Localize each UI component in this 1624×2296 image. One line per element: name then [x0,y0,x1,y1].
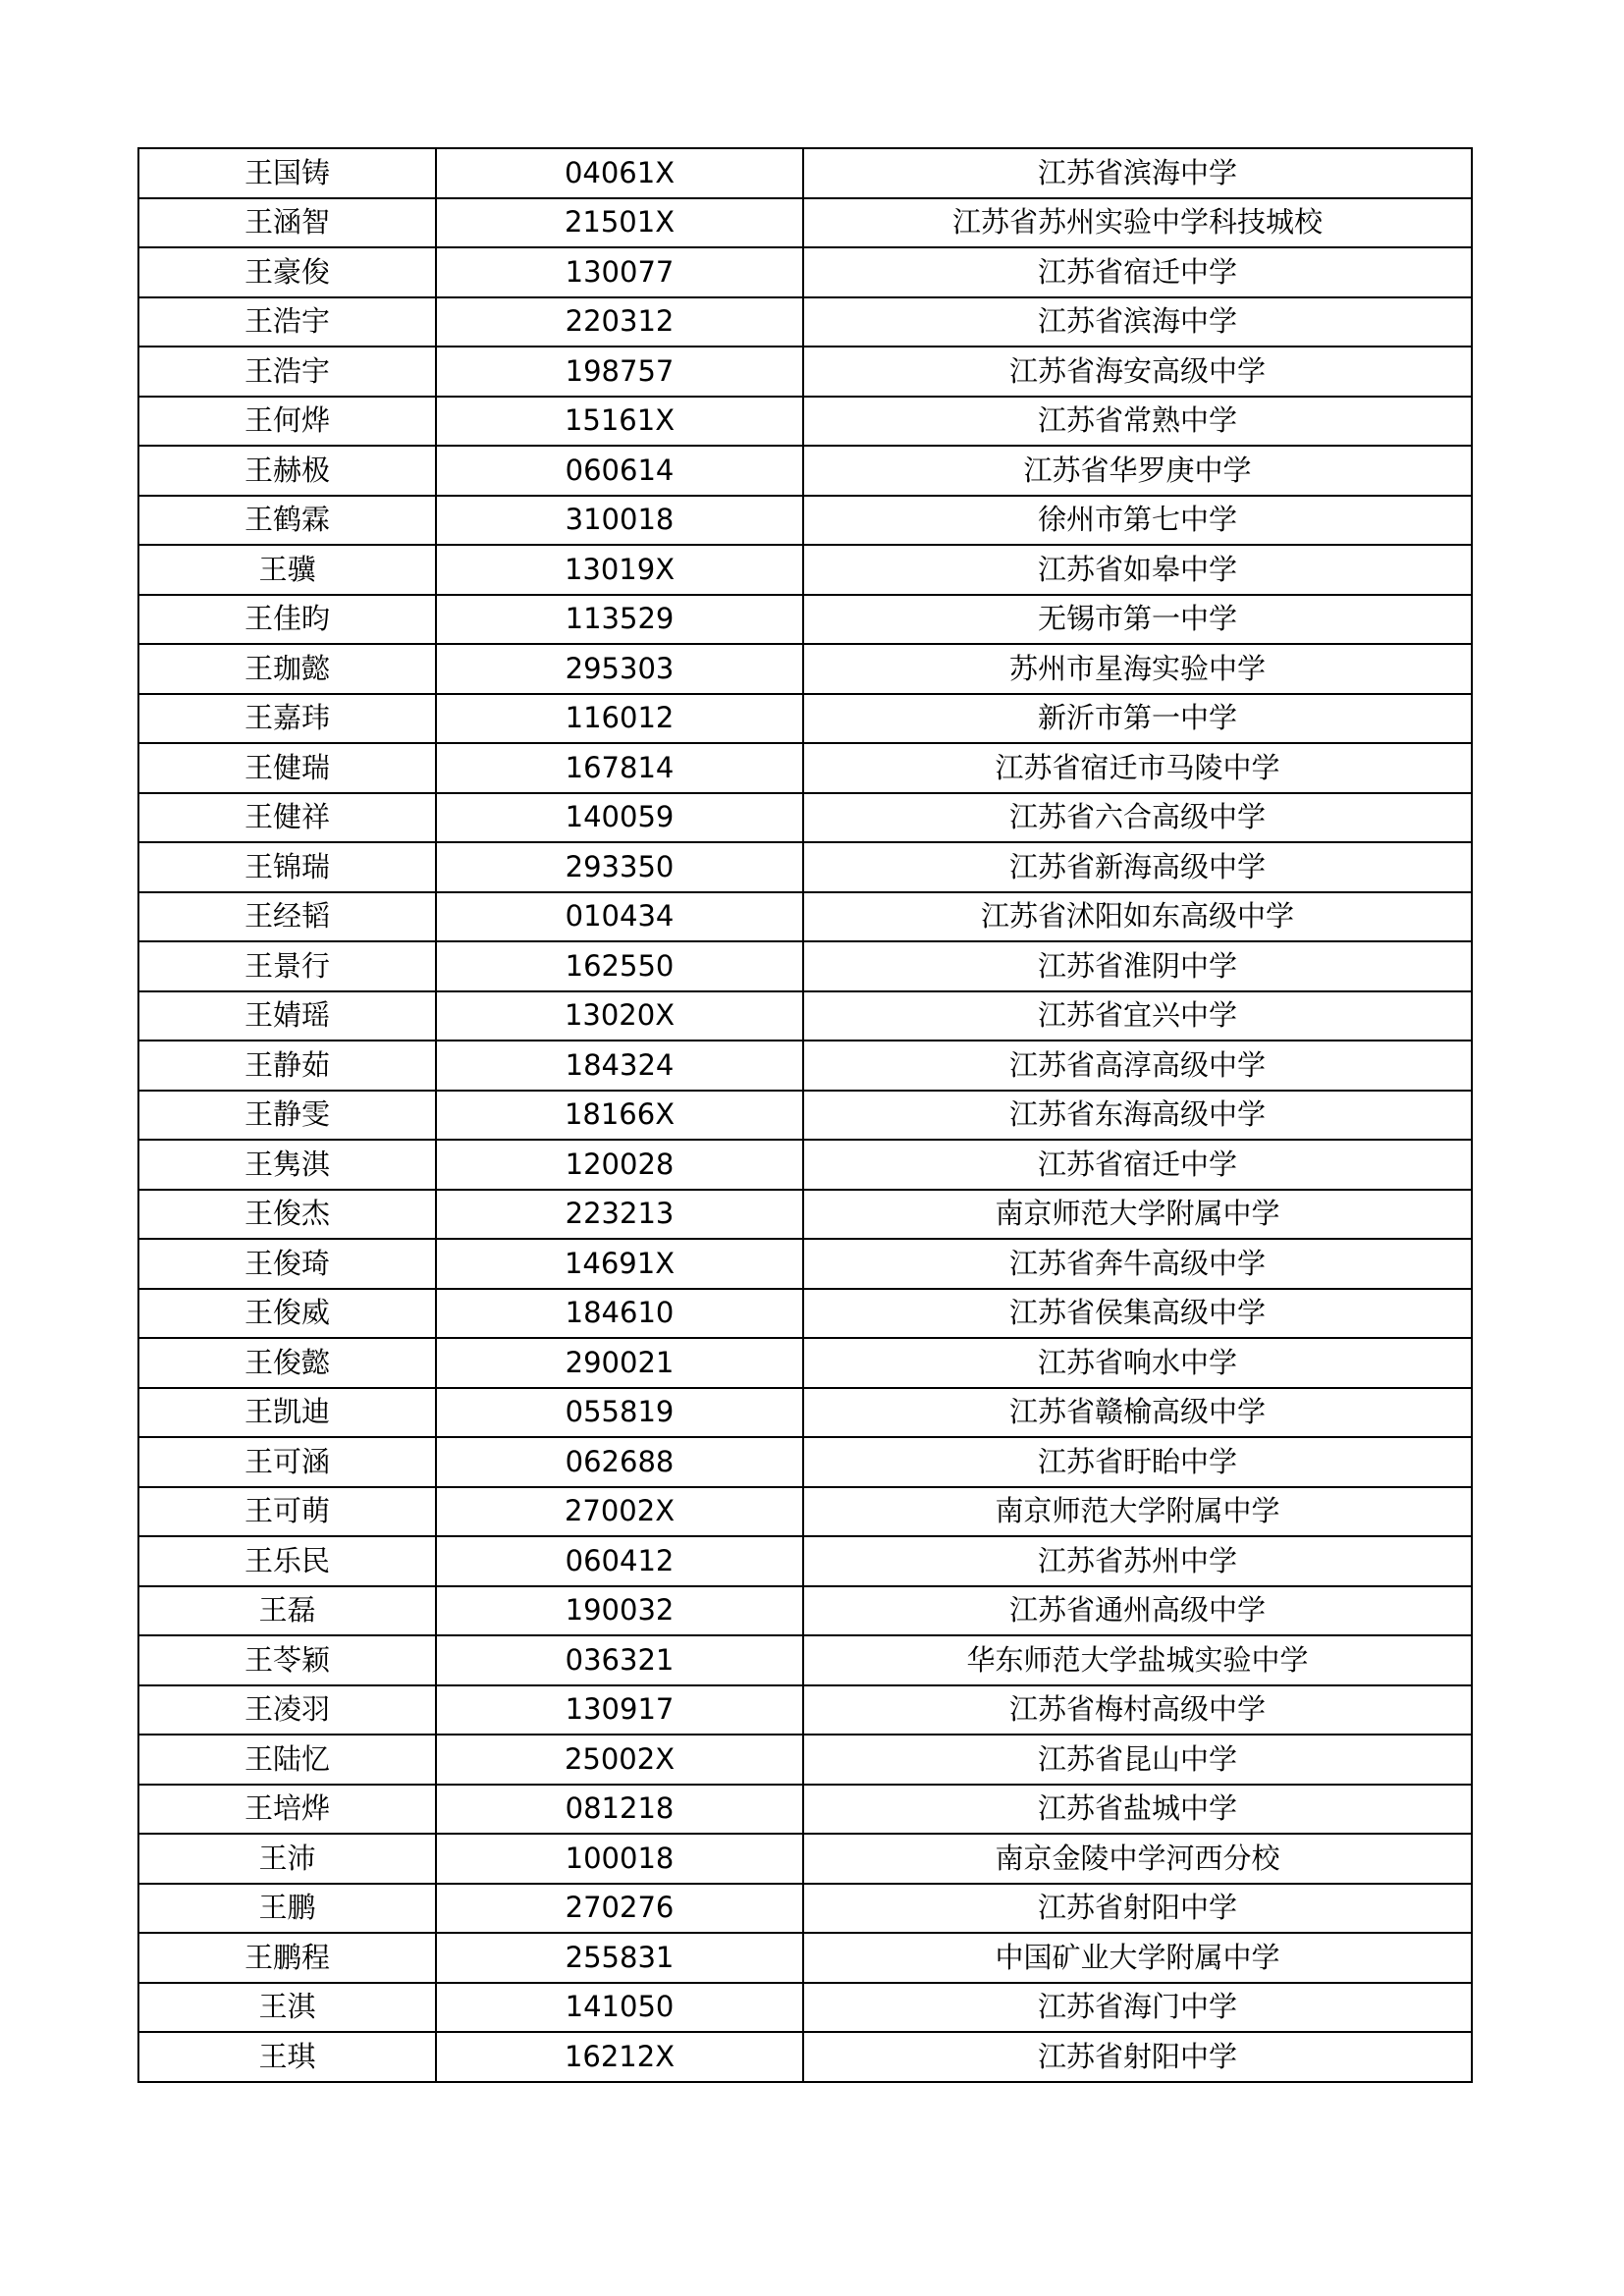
student-name-cell: 王豪俊 [138,247,436,297]
table-row [138,892,1472,942]
student-name-cell: 王健祥 [138,793,436,843]
student-table-body [138,148,1472,2082]
school-name-cell: 江苏省新海高级中学 [803,842,1472,892]
student-id-cell: 060412 [436,1536,803,1586]
student-id-cell: 198757 [436,347,803,397]
school-name-cell: 江苏省盐城中学 [803,1785,1472,1835]
table-row [138,842,1472,892]
table-row [138,1041,1472,1091]
table-row [138,991,1472,1041]
school-name-cell: 江苏省海门中学 [803,1983,1472,2033]
student-id-cell: 113529 [436,595,803,645]
student-name-cell: 王婧瑶 [138,991,436,1041]
student-id-cell: 060614 [436,446,803,496]
school-name-cell: 江苏省苏州中学 [803,1536,1472,1586]
student-id-cell: 184324 [436,1041,803,1091]
table-row [138,347,1472,397]
table-row [138,1735,1472,1785]
school-name-cell: 江苏省华罗庚中学 [803,446,1472,496]
table-row [138,1586,1472,1636]
student-name-cell: 王凯迪 [138,1388,436,1438]
school-name-cell: 江苏省通州高级中学 [803,1586,1472,1636]
table-row [138,446,1472,496]
table-row [138,1388,1472,1438]
school-name-cell: 江苏省侯集高级中学 [803,1289,1472,1339]
student-id-cell: 036321 [436,1635,803,1685]
school-name-cell: 江苏省如皋中学 [803,545,1472,595]
student-name-cell: 王嘉玮 [138,694,436,744]
table-row [138,397,1472,447]
school-name-cell: 江苏省海安高级中学 [803,347,1472,397]
student-name-cell: 王浩宇 [138,347,436,397]
student-name-cell: 王浩宇 [138,297,436,347]
school-name-cell: 南京师范大学附属中学 [803,1487,1472,1537]
student-id-cell: 130917 [436,1685,803,1735]
school-name-cell: 南京师范大学附属中学 [803,1190,1472,1240]
student-name-cell: 王俊懿 [138,1338,436,1388]
student-name-cell: 王赫极 [138,446,436,496]
student-id-cell: 220312 [436,297,803,347]
table-row [138,2032,1472,2082]
table-row [138,694,1472,744]
student-name-cell: 王琪 [138,2032,436,2082]
student-id-cell: 25002X [436,1735,803,1785]
table-row [138,496,1472,546]
student-id-cell: 062688 [436,1437,803,1487]
student-id-cell: 055819 [436,1388,803,1438]
school-name-cell: 江苏省宿迁中学 [803,247,1472,297]
school-name-cell: 江苏省六合高级中学 [803,793,1472,843]
school-name-cell: 中国矿业大学附属中学 [803,1933,1472,1983]
table-row [138,1140,1472,1190]
student-name-cell: 王培烨 [138,1785,436,1835]
school-name-cell: 江苏省梅村高级中学 [803,1685,1472,1735]
school-name-cell: 江苏省响水中学 [803,1338,1472,1388]
student-name-cell: 王国铸 [138,148,436,198]
student-id-cell: 120028 [436,1140,803,1190]
school-name-cell: 江苏省滨海中学 [803,297,1472,347]
student-id-cell: 223213 [436,1190,803,1240]
school-name-cell: 南京金陵中学河西分校 [803,1834,1472,1884]
student-id-cell: 15161X [436,397,803,447]
school-name-cell: 江苏省奔牛高级中学 [803,1239,1472,1289]
school-name-cell: 江苏省宿迁市马陵中学 [803,743,1472,793]
student-name-cell: 王锦瑞 [138,842,436,892]
school-name-cell: 江苏省射阳中学 [803,1884,1472,1934]
table-row [138,644,1472,694]
student-name-cell: 王可涵 [138,1437,436,1487]
school-name-cell: 江苏省东海高级中学 [803,1091,1472,1141]
student-name-cell: 王苓颖 [138,1635,436,1685]
student-id-cell: 081218 [436,1785,803,1835]
student-id-cell: 13020X [436,991,803,1041]
student-id-cell: 290021 [436,1338,803,1388]
table-row [138,1091,1472,1141]
student-name-cell: 王乐民 [138,1536,436,1586]
table-row [138,941,1472,991]
school-name-cell: 苏州市星海实验中学 [803,644,1472,694]
student-id-cell: 100018 [436,1834,803,1884]
table-row [138,1884,1472,1934]
student-name-cell: 王沛 [138,1834,436,1884]
student-name-cell: 王凌羽 [138,1685,436,1735]
table-row [138,1834,1472,1884]
table-row [138,247,1472,297]
student-id-cell: 13019X [436,545,803,595]
student-name-cell: 王健瑞 [138,743,436,793]
student-id-cell: 184610 [436,1289,803,1339]
table-row [138,1685,1472,1735]
student-id-cell: 293350 [436,842,803,892]
student-name-cell: 王可萌 [138,1487,436,1537]
student-name-cell: 王隽淇 [138,1140,436,1190]
table-row [138,545,1472,595]
student-table [137,147,1473,2083]
student-name-cell: 王景行 [138,941,436,991]
school-name-cell: 新沂市第一中学 [803,694,1472,744]
student-id-cell: 162550 [436,941,803,991]
school-name-cell: 江苏省盱眙中学 [803,1437,1472,1487]
table-row [138,1190,1472,1240]
table-row [138,1635,1472,1685]
table-row [138,1487,1472,1537]
student-id-cell: 295303 [436,644,803,694]
school-name-cell: 江苏省宜兴中学 [803,991,1472,1041]
table-row [138,793,1472,843]
school-name-cell: 江苏省淮阴中学 [803,941,1472,991]
table-row [138,1785,1472,1835]
student-id-cell: 141050 [436,1983,803,2033]
student-name-cell: 王珈懿 [138,644,436,694]
student-id-cell: 16212X [436,2032,803,2082]
student-name-cell: 王淇 [138,1983,436,2033]
student-name-cell: 王静雯 [138,1091,436,1141]
table-row [138,1983,1472,2033]
student-id-cell: 04061X [436,148,803,198]
table-row [138,1437,1472,1487]
student-name-cell: 王鹤霖 [138,496,436,546]
school-name-cell: 徐州市第七中学 [803,496,1472,546]
table-row [138,198,1472,248]
student-name-cell: 王静茹 [138,1041,436,1091]
student-name-cell: 王经韬 [138,892,436,942]
school-name-cell: 江苏省射阳中学 [803,2032,1472,2082]
school-name-cell: 江苏省昆山中学 [803,1735,1472,1785]
student-id-cell: 18166X [436,1091,803,1141]
student-id-cell: 140059 [436,793,803,843]
student-id-cell: 167814 [436,743,803,793]
student-name-cell: 王陆忆 [138,1735,436,1785]
student-name-cell: 王俊威 [138,1289,436,1339]
student-id-cell: 270276 [436,1884,803,1934]
table-row [138,743,1472,793]
school-name-cell: 江苏省赣榆高级中学 [803,1388,1472,1438]
student-id-cell: 130077 [436,247,803,297]
student-name-cell: 王涵智 [138,198,436,248]
student-id-cell: 255831 [436,1933,803,1983]
table-row [138,1536,1472,1586]
student-id-cell: 14691X [436,1239,803,1289]
school-name-cell: 江苏省高淳高级中学 [803,1041,1472,1091]
student-name-cell: 王何烨 [138,397,436,447]
student-id-cell: 116012 [436,694,803,744]
student-id-cell: 010434 [436,892,803,942]
student-name-cell: 王鹏 [138,1884,436,1934]
student-name-cell: 王骥 [138,545,436,595]
school-name-cell: 江苏省宿迁中学 [803,1140,1472,1190]
school-name-cell: 无锡市第一中学 [803,595,1472,645]
student-name-cell: 王俊杰 [138,1190,436,1240]
school-name-cell: 江苏省常熟中学 [803,397,1472,447]
table-row [138,1933,1472,1983]
student-id-cell: 27002X [436,1487,803,1537]
table-row [138,148,1472,198]
table-row [138,1338,1472,1388]
school-name-cell: 江苏省滨海中学 [803,148,1472,198]
student-name-cell: 王佳昀 [138,595,436,645]
table-row [138,1239,1472,1289]
table-row [138,595,1472,645]
student-name-cell: 王磊 [138,1586,436,1636]
student-id-cell: 21501X [436,198,803,248]
student-id-cell: 310018 [436,496,803,546]
table-row [138,1289,1472,1339]
student-name-cell: 王俊琦 [138,1239,436,1289]
school-name-cell: 江苏省苏州实验中学科技城校 [803,198,1472,248]
school-name-cell: 江苏省沭阳如东高级中学 [803,892,1472,942]
table-row [138,297,1472,347]
school-name-cell: 华东师范大学盐城实验中学 [803,1635,1472,1685]
student-name-cell: 王鹏程 [138,1933,436,1983]
student-id-cell: 190032 [436,1586,803,1636]
